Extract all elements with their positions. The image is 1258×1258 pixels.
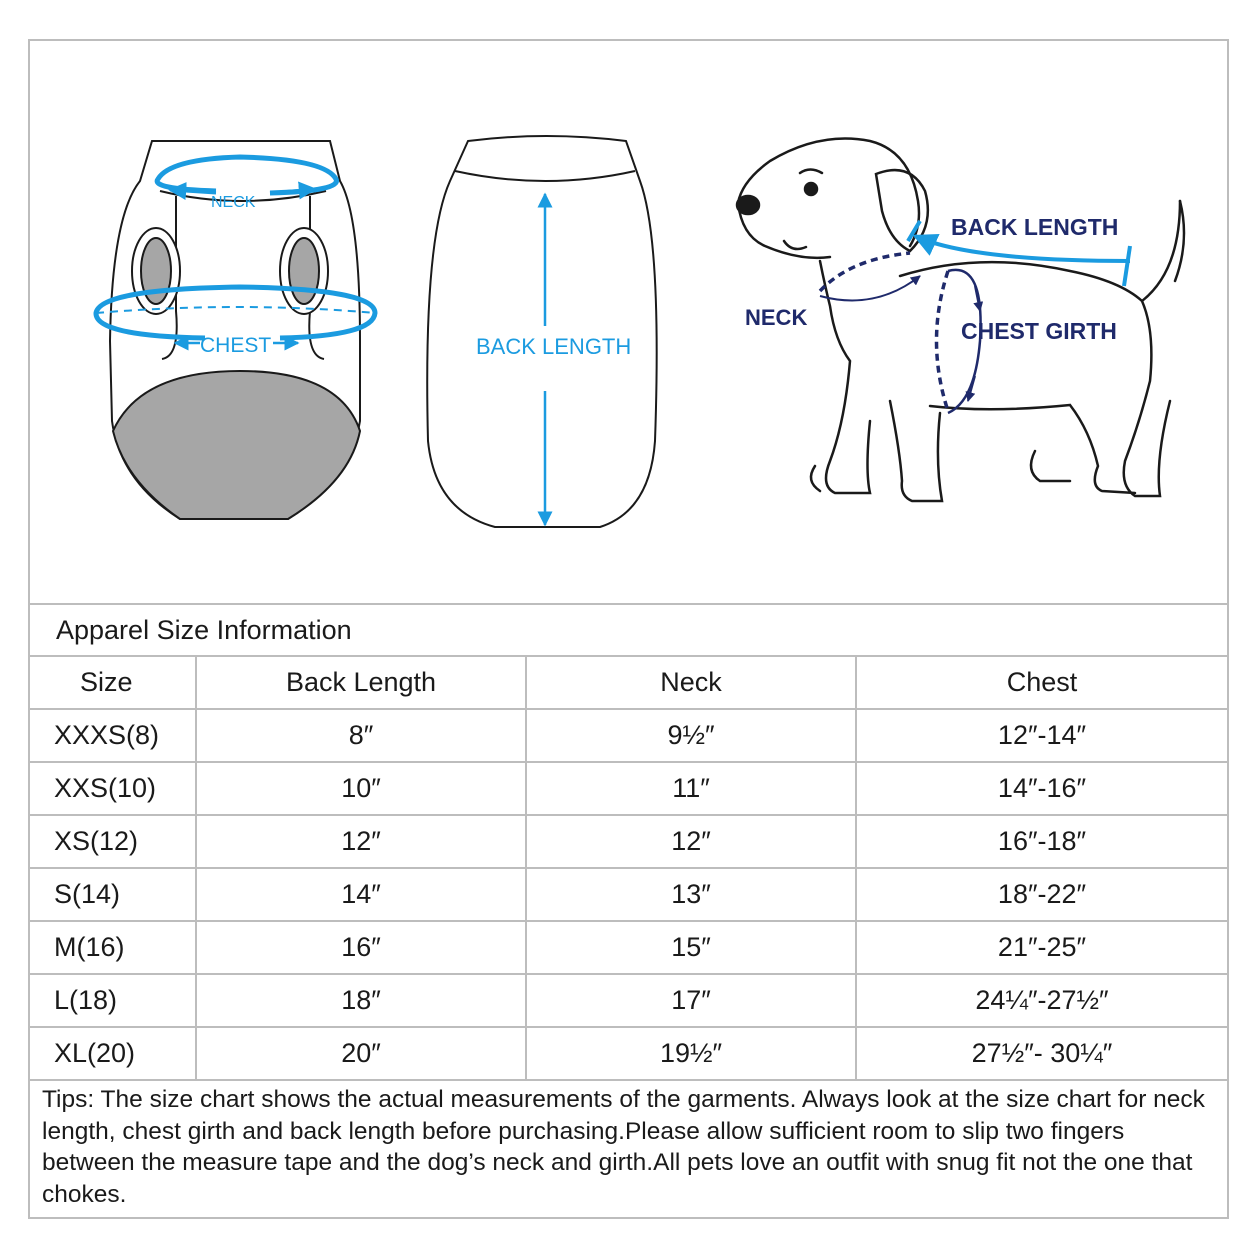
back-length-cell: 18″ bbox=[196, 974, 526, 1027]
dog-back-length-label: BACK LENGTH bbox=[951, 214, 1119, 240]
tips-text: Tips: The size chart shows the actual measurements of the garments. Always look at the size chart for neck length, chest girth and back length before purchasing.Please allow sufficient room to slip two fingers between the measure tape and the dog’s neck and girth.All pets love an outfit with snug fit not the one that chokes. bbox=[42, 1086, 1205, 1208]
size-table bbox=[30, 603, 1227, 1081]
neck-cell: 17″ bbox=[526, 974, 856, 1027]
dog-neck-measure bbox=[820, 253, 920, 301]
back-length-cell: 16″ bbox=[196, 921, 526, 974]
back-length-cell: 8″ bbox=[196, 709, 526, 762]
neck-cell: 13″ bbox=[526, 868, 856, 921]
table-row bbox=[30, 868, 1227, 921]
table-row bbox=[30, 709, 1227, 762]
size-cell: M(16) bbox=[30, 921, 196, 974]
back-length-cell: 12″ bbox=[196, 815, 526, 868]
chest-cell: 18″-22″ bbox=[856, 868, 1227, 921]
back-garment-drawing bbox=[427, 136, 656, 527]
table-row bbox=[30, 974, 1227, 1027]
size-cell: L(18) bbox=[30, 974, 196, 1027]
back-length-cell: 10″ bbox=[196, 762, 526, 815]
chest-cell: 12″-14″ bbox=[856, 709, 1227, 762]
table-row bbox=[30, 815, 1227, 868]
back-length-cell: 20″ bbox=[196, 1027, 526, 1080]
size-cell: S(14) bbox=[30, 868, 196, 921]
front-neck-label: NECK bbox=[211, 194, 256, 211]
back-length-cell: 14″ bbox=[196, 868, 526, 921]
chest-cell: 16″-18″ bbox=[856, 815, 1227, 868]
chest-cell: 24¼″-27½″ bbox=[856, 974, 1227, 1027]
table-row bbox=[30, 762, 1227, 815]
dog-neck-label: NECK bbox=[745, 305, 808, 330]
back-length-label: BACK LENGTH bbox=[476, 334, 632, 359]
header-back-length: Back Length bbox=[196, 656, 526, 709]
table-row bbox=[30, 921, 1227, 974]
size-cell: XS(12) bbox=[30, 815, 196, 868]
neck-cell: 19½″ bbox=[526, 1027, 856, 1080]
table-row bbox=[30, 1027, 1227, 1080]
size-chart-frame bbox=[28, 39, 1229, 1219]
chest-cell: 27½″- 30¼″ bbox=[856, 1027, 1227, 1080]
front-chest-label: CHEST bbox=[200, 334, 272, 357]
size-cell: XXS(10) bbox=[30, 762, 196, 815]
chest-cell: 21″-25″ bbox=[856, 921, 1227, 974]
neck-cell: 12″ bbox=[526, 815, 856, 868]
header-size: Size bbox=[30, 656, 196, 709]
illustration-panel bbox=[30, 41, 1227, 603]
size-cell: XXXS(8) bbox=[30, 709, 196, 762]
dog-chest-girth-label: CHEST GIRTH bbox=[961, 318, 1117, 344]
header-neck: Neck bbox=[526, 656, 856, 709]
neck-cell: 11″ bbox=[526, 762, 856, 815]
chest-cell: 14″-16″ bbox=[856, 762, 1227, 815]
neck-cell: 9½″ bbox=[526, 709, 856, 762]
header-chest: Chest bbox=[856, 656, 1227, 709]
table-title: Apparel Size Information bbox=[30, 604, 1227, 656]
table-header-row bbox=[30, 656, 1227, 709]
size-cell: XL(20) bbox=[30, 1027, 196, 1080]
neck-cell: 15″ bbox=[526, 921, 856, 974]
